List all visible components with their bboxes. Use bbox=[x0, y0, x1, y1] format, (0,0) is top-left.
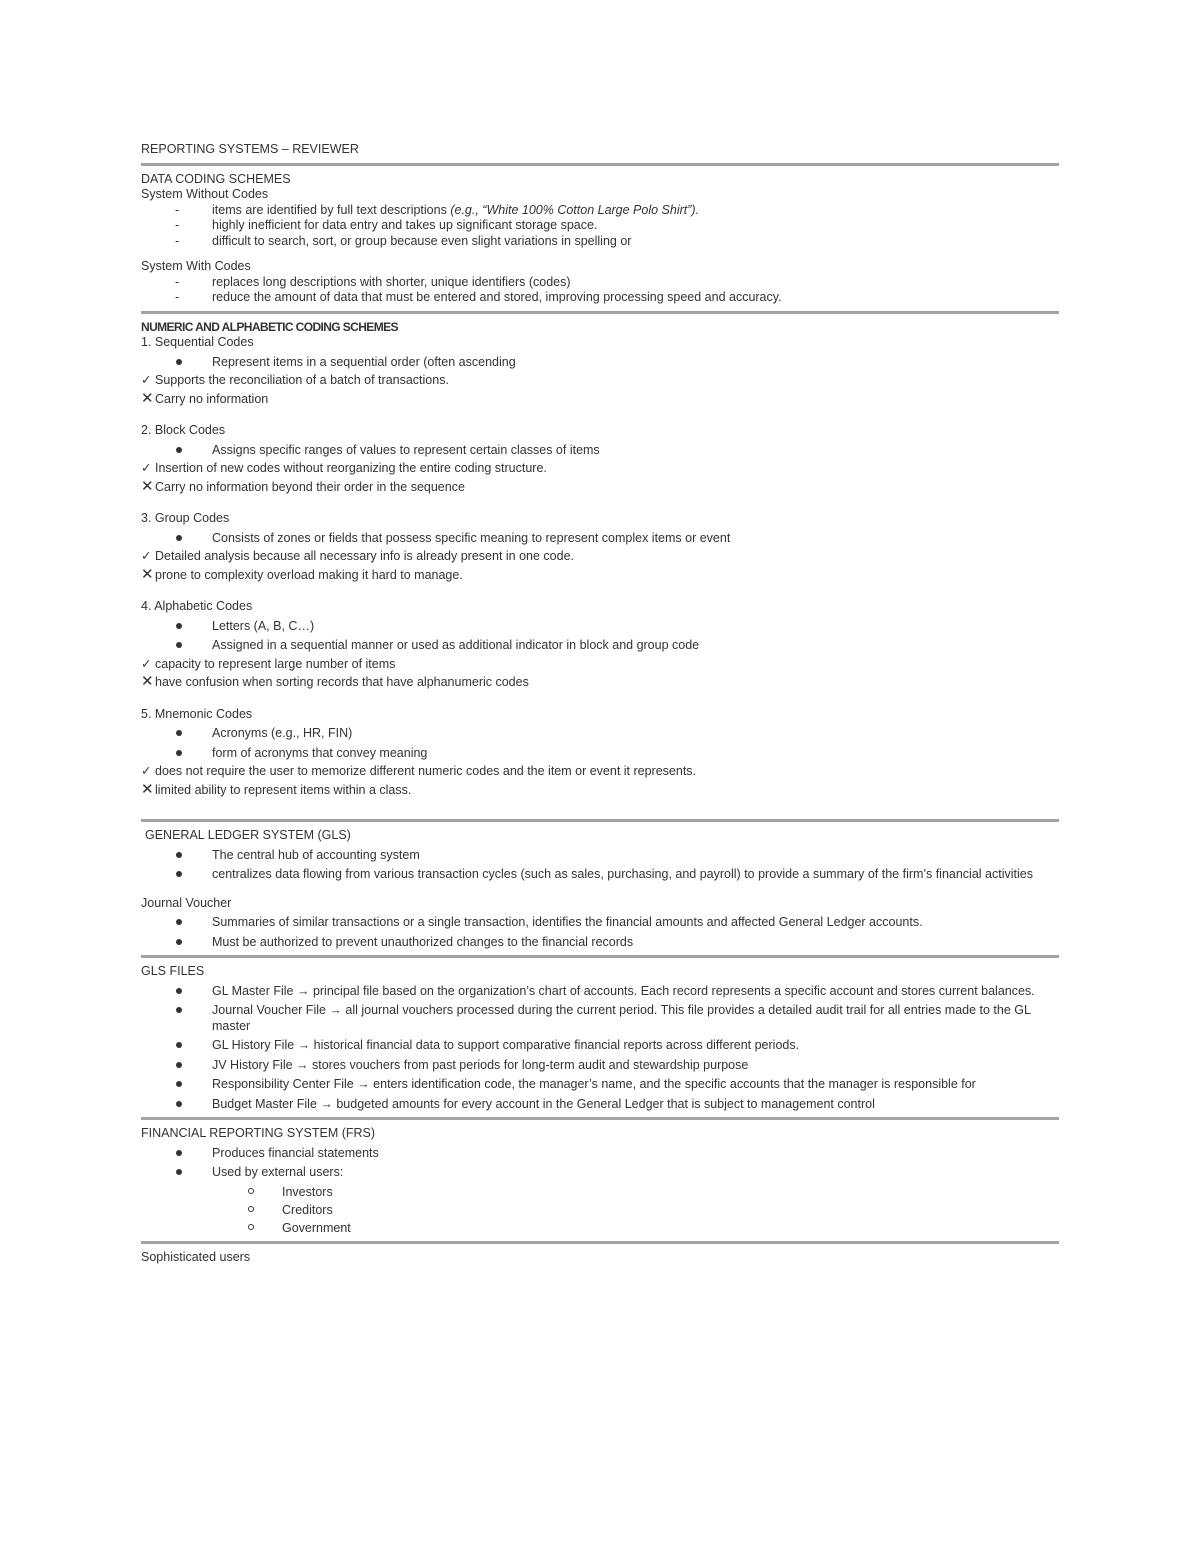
list-item: Letters (A, B, C…) bbox=[141, 619, 1059, 635]
bullet-icon bbox=[176, 1101, 182, 1107]
without-codes-list bbox=[141, 203, 1059, 250]
bullet-icon bbox=[176, 642, 182, 648]
scheme-disadvantage: ✕prone to complexity overload making it hard to manage. bbox=[141, 565, 463, 583]
scheme-title: 4. Alphabetic Codes bbox=[141, 599, 253, 613]
section-heading-numeric-alphabetic: NUMERIC AND ALPHABETIC CODING SCHEMES bbox=[141, 319, 398, 334]
list-item: - difficult to search, sort, or group because even slight variations in spelling or bbox=[175, 233, 632, 248]
sophisticated-users-text: Sophisticated users bbox=[141, 1249, 251, 1264]
subheading-without-codes: System Without Codes bbox=[141, 187, 269, 201]
bullet-icon bbox=[176, 939, 182, 945]
list-item: Government bbox=[141, 1220, 1059, 1236]
scheme-disadvantage: ✕Carry no information beyond their order in the sequence bbox=[141, 477, 465, 495]
frs-bullets bbox=[141, 1146, 1059, 1181]
list-item: - reduce the amount of data that must be entered and stored, improving processing speed and accuracy. bbox=[175, 290, 782, 304]
bullet-icon bbox=[176, 535, 182, 541]
section-heading-frs: FINANCIAL REPORTING SYSTEM (FRS) bbox=[141, 1126, 376, 1140]
divider bbox=[141, 819, 1059, 822]
cross-icon: ✕ bbox=[141, 565, 154, 583]
list-item: Responsibility Center File → enters identification code, the manager’s name, and the specific accounts that the manager is responsible for bbox=[141, 1077, 1059, 1093]
check-icon: ✓ bbox=[141, 373, 152, 387]
with-codes-list bbox=[141, 275, 1059, 306]
bullet-icon bbox=[176, 852, 182, 858]
list-item: Consists of zones or fields that possess specific meaning to represent complex items or event bbox=[141, 531, 1059, 547]
list-item: Must be authorized to prevent unauthorized changes to the financial records bbox=[141, 935, 1059, 951]
scheme-disadvantage: ✕Carry no information bbox=[141, 389, 269, 407]
bullet-icon bbox=[176, 1062, 182, 1068]
document-title: REPORTING SYSTEMS – REVIEWER bbox=[141, 142, 359, 156]
bullet-icon bbox=[176, 1007, 182, 1013]
scheme-advantage: ✓ Supports the reconciliation of a batch of transactions. bbox=[141, 373, 449, 387]
bullet-icon bbox=[176, 447, 182, 453]
cross-icon: ✕ bbox=[141, 389, 154, 407]
list-item: The central hub of accounting system bbox=[141, 848, 1059, 864]
cross-icon: ✕ bbox=[141, 477, 154, 495]
section-heading-gls-files: GLS FILES bbox=[141, 964, 205, 978]
list-item: GL History File → historical financial data to support comparative financial reports across different periods. bbox=[141, 1038, 1059, 1054]
list-item: - items are identified by full text descriptions (e.g., “White 100% Cotton Large Polo Shirt”). bbox=[175, 202, 700, 217]
gls-files-list bbox=[141, 984, 1059, 1113]
list-item: JV History File → stores vouchers from past periods for long-term audit and stewardship purpose bbox=[141, 1058, 1059, 1074]
scheme-advantage: ✓ capacity to represent large number of items bbox=[141, 656, 396, 671]
list-item: Investors bbox=[141, 1184, 1059, 1200]
circle-bullet-icon bbox=[248, 1206, 254, 1212]
bullet-icon bbox=[176, 359, 182, 365]
divider bbox=[141, 163, 1059, 166]
scheme-title: 1. Sequential Codes bbox=[141, 335, 254, 349]
check-icon: ✓ bbox=[141, 764, 152, 778]
divider bbox=[141, 1241, 1059, 1244]
scheme-title: 2. Block Codes bbox=[141, 423, 226, 437]
list-item: Produces financial statements bbox=[141, 1146, 1059, 1162]
section-heading-gls: GENERAL LEDGER SYSTEM (GLS) bbox=[145, 828, 351, 842]
check-icon: ✓ bbox=[141, 461, 152, 475]
bullet-icon bbox=[176, 1081, 182, 1087]
list-item: Budget Master File → budgeted amounts for every account in the General Ledger that is subject to management control bbox=[141, 1097, 1059, 1113]
divider bbox=[141, 311, 1059, 314]
list-item: Used by external users: bbox=[141, 1165, 1059, 1181]
scheme-title: 3. Group Codes bbox=[141, 511, 230, 525]
cross-icon: ✕ bbox=[141, 780, 154, 798]
scheme-bullets bbox=[141, 726, 1059, 761]
document-content bbox=[141, 142, 1059, 1265]
scheme-disadvantage: ✕limited ability to represent items within a class. bbox=[141, 780, 412, 798]
list-item: form of acronyms that convey meaning bbox=[141, 746, 1059, 762]
bullet-icon bbox=[176, 1169, 182, 1175]
gls-bullets bbox=[141, 848, 1059, 883]
list-item: Assigns specific ranges of values to represent certain classes of items bbox=[141, 443, 1059, 459]
subheading-journal-voucher: Journal Voucher bbox=[141, 895, 232, 910]
scheme-bullets bbox=[141, 531, 1059, 547]
bullet-icon bbox=[176, 919, 182, 925]
scheme-advantage: ✓ does not require the user to memorize different numeric codes and the item or event it represents. bbox=[141, 764, 697, 778]
list-item: centralizes data flowing from various transaction cycles (such as sales, purchasing, and payroll) to provide a summary of the firm’s financial activities bbox=[141, 867, 1059, 883]
example-text: (e.g., “White 100% Cotton Large Polo Shirt”). bbox=[450, 202, 700, 217]
list-item: Journal Voucher File → all journal vouchers processed during the current period. This file provides a detailed audit trail for all entries made to the GL master bbox=[141, 1003, 1059, 1034]
list-item: Assigned in a sequential manner or used as additional indicator in block and group code bbox=[141, 638, 1059, 654]
divider bbox=[141, 955, 1059, 958]
list-item: - replaces long descriptions with shorter, unique identifiers (codes) bbox=[175, 274, 571, 289]
journal-voucher-bullets bbox=[141, 915, 1059, 950]
external-users-list bbox=[141, 1184, 1059, 1236]
divider bbox=[141, 1117, 1059, 1120]
scheme-advantage: ✓ Detailed analysis because all necessary info is already present in one code. bbox=[141, 549, 574, 563]
bullet-icon bbox=[176, 730, 182, 736]
list-item: - highly inefficient for data entry and takes up significant storage space. bbox=[175, 218, 598, 232]
scheme-bullets bbox=[141, 443, 1059, 459]
list-item: Represent items in a sequential order (often ascending bbox=[141, 355, 1059, 371]
bullet-icon bbox=[176, 988, 182, 994]
subheading-with-codes: System With Codes bbox=[141, 259, 251, 273]
check-icon: ✓ bbox=[141, 656, 152, 671]
scheme-disadvantage: ✕have confusion when sorting records that have alphanumeric codes bbox=[141, 673, 529, 690]
bullet-icon bbox=[176, 750, 182, 756]
scheme-bullets bbox=[141, 355, 1059, 371]
circle-bullet-icon bbox=[248, 1188, 254, 1194]
list-item: Creditors bbox=[141, 1202, 1059, 1218]
scheme-bullets bbox=[141, 619, 1059, 654]
cross-icon: ✕ bbox=[141, 673, 154, 690]
check-icon: ✓ bbox=[141, 549, 152, 563]
list-item: GL Master File → principal file based on the organization’s chart of accounts. Each record represents a specific account and stores current balances. bbox=[141, 984, 1059, 1000]
bullet-icon bbox=[176, 623, 182, 629]
bullet-icon bbox=[176, 871, 182, 877]
bullet-icon bbox=[176, 1150, 182, 1156]
section-heading-data-coding: DATA CODING SCHEMES bbox=[141, 171, 291, 186]
bullet-icon bbox=[176, 1042, 182, 1048]
list-item: Acronyms (e.g., HR, FIN) bbox=[141, 726, 1059, 742]
scheme-title: 5. Mnemonic Codes bbox=[141, 706, 253, 721]
scheme-advantage: ✓ Insertion of new codes without reorganizing the entire coding structure. bbox=[141, 461, 547, 475]
circle-bullet-icon bbox=[248, 1224, 254, 1230]
list-item: Summaries of similar transactions or a single transaction, identifies the financial amounts and affected General Ledger accounts. bbox=[141, 915, 1059, 931]
